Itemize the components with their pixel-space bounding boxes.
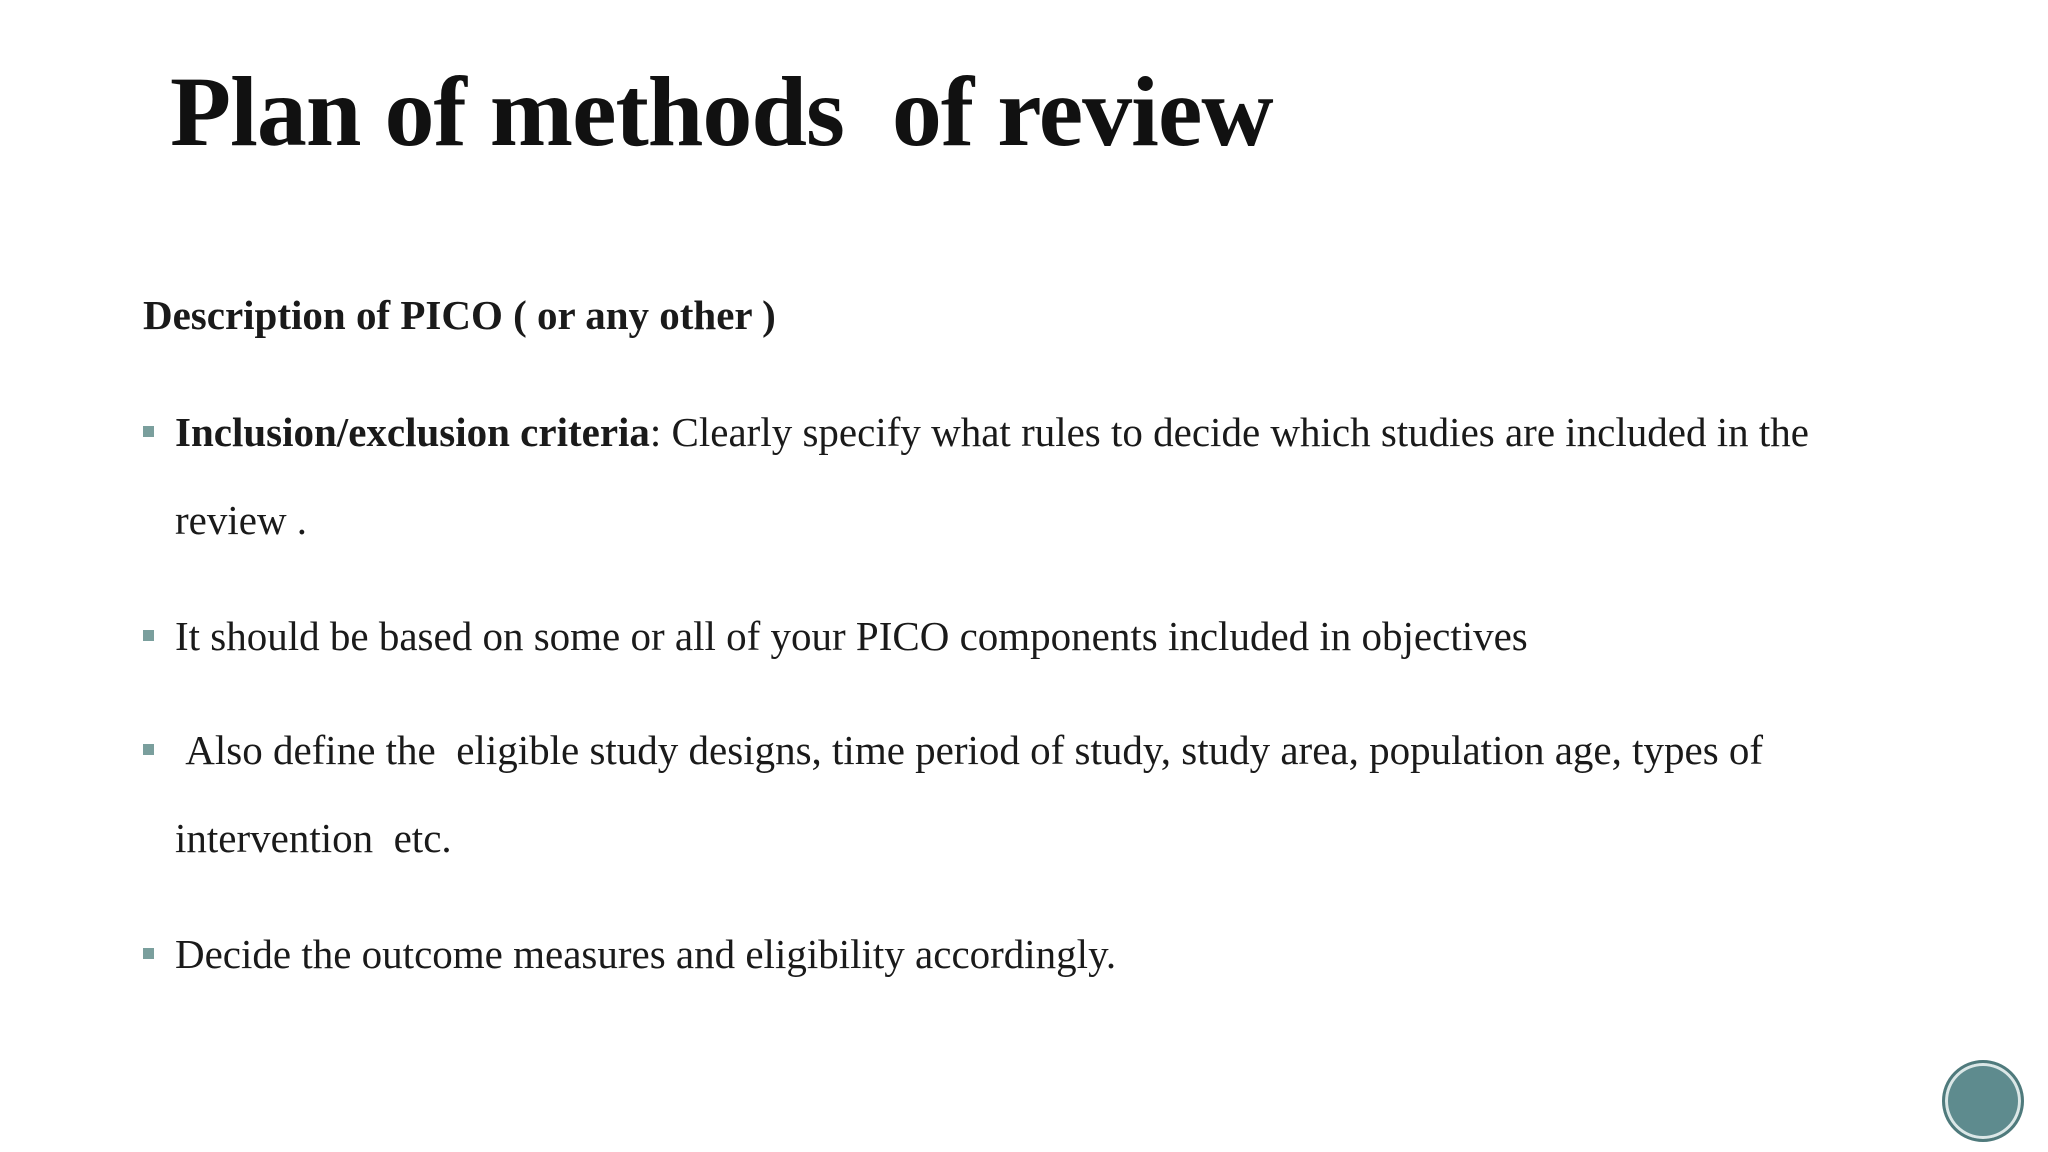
bullet-study-designs [143,706,1893,882]
bullet-body: : Clearly specify what rules to decide which studies are included in the review . [175,409,1820,543]
bullet-outcome-measures [143,910,1893,998]
bullet-square-icon [143,426,154,437]
bullet-pico-components [143,592,1893,680]
bullet-square-icon [143,744,154,755]
pico-subheading: Description of PICO ( or any other ) [143,292,776,338]
bullet-body: Also define the eligible study designs, time period of study, study area, population age, types of intervention etc. [175,727,1774,861]
bullet-inclusion-criteria [143,388,1893,564]
circle-badge-icon [1942,1060,2024,1142]
bullet-body: Decide the outcome measures and eligibility accordingly. [175,931,1117,977]
bullet-square-icon [143,630,154,641]
bullet-text [175,388,1893,564]
bullet-square-icon [143,948,154,959]
bullet-body: It should be based on some or all of your PICO components included in objectives [175,613,1528,659]
bullet-bold-term: Inclusion/exclusion criteria [175,409,650,455]
slide-title: Plan of methods of review [170,56,1273,167]
